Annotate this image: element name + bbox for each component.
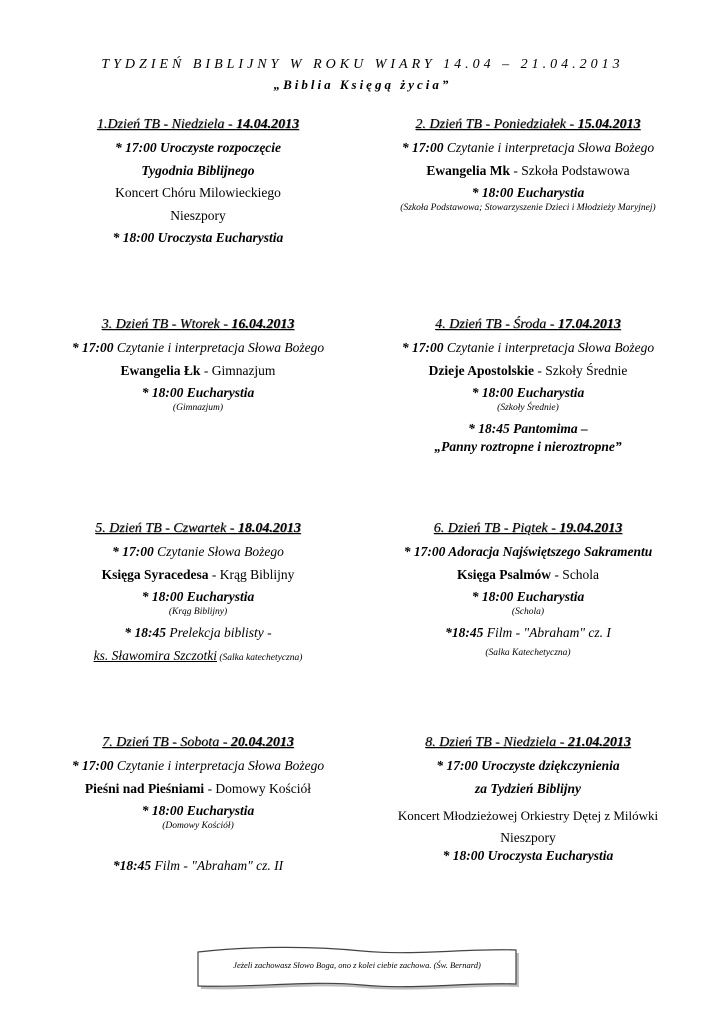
page-title: TYDZIEŃ BIBLIJNY W ROKU WIARY 14.04 – 21.04.2013 xyxy=(101,57,624,72)
day-4-heading: 4. Dzień TB - Środa - 17.04.2013 xyxy=(435,317,621,332)
day-1-section xyxy=(28,118,368,254)
day-6-item-2: Księga Psalmów - Schola xyxy=(456,566,600,582)
day-4-item-6: „Panny roztropne i nieroztropne” xyxy=(434,438,622,454)
day-6-item-5: *18:45 Film - "Abraham" cz. I xyxy=(445,625,611,640)
day-1-item-1: * 17:00 Uroczyste rozpoczęcie xyxy=(114,140,282,155)
day-7-item-1: * 17:00 Czytanie i interpretacja Słowa Bożego xyxy=(71,758,325,773)
footer-quote: Jeżeli zachowasz Słowo Boga, ono z kolei ciebie zachowa. (Św. Bernard) xyxy=(233,960,481,970)
day-8-section xyxy=(358,736,698,871)
day-5-item-1: * 17:00 Czytanie Słowa Bożego xyxy=(112,544,284,559)
day-1-item-4: Nieszpory xyxy=(170,207,226,223)
day-2-item-2: Ewangelia Mk - Szkoła Podstawowa xyxy=(426,162,630,178)
day-8-item-1: * 17:00 Uroczyste dziękczynienia xyxy=(436,758,620,773)
day-7-heading: 7. Dzień TB - Sobota - 20.04.2013 xyxy=(102,735,294,750)
day-6-item-1: * 17:00 Adoracja Najświętszego Sakramentu xyxy=(403,544,653,559)
page-subtitle: „Biblia Księgą życia” xyxy=(273,77,452,92)
day-1-item-5: * 18:00 Uroczysta Eucharystia xyxy=(112,230,284,245)
day-5-section xyxy=(28,522,368,672)
day-6-item-4: (Schola) xyxy=(511,606,545,617)
day-3-item-1: * 17:00 Czytanie i interpretacja Słowa Bożego xyxy=(71,340,325,355)
day-1-item-3: Koncert Chóru Milowieckiego xyxy=(115,185,281,200)
day-4-item-3: * 18:00 Eucharystia xyxy=(471,385,585,400)
day-8-item-5: * 18:00 Uroczysta Eucharystia xyxy=(442,847,614,863)
day-7-item-2: Pieśni nad Pieśniami - Domowy Kościół xyxy=(84,780,312,796)
day-6-heading: 6. Dzień TB - Piątek - 19.04.2013 xyxy=(433,521,623,536)
day-6-item-3: * 18:00 Eucharystia xyxy=(471,589,585,604)
day-2-heading: 2. Dzień TB - Poniedziałek - 15.04.2013 xyxy=(415,117,641,132)
day-2-item-3: * 18:00 Eucharystia xyxy=(471,185,585,200)
day-2-item-1: * 17:00 Czytanie i interpretacja Słowa Bożego xyxy=(401,140,655,155)
day-7-item-3: * 18:00 Eucharystia xyxy=(141,803,255,818)
day-4-item-2: Dzieje Apostolskie - Szkoły Średnie xyxy=(428,362,628,378)
day-3-item-2: Ewangelia Łk - Gimnazjum xyxy=(120,362,276,378)
day-7-section xyxy=(28,736,368,882)
day-4-item-1: * 17:00 Czytanie i interpretacja Słowa Bożego xyxy=(401,340,655,355)
day-2-section xyxy=(358,118,698,222)
day-5-item-6: ks. Sławomira Szczotki (Salka katechetyczna) xyxy=(93,647,303,663)
day-1-item-2: Tygodnia Biblijnego xyxy=(141,162,255,178)
day-6-section xyxy=(358,522,698,667)
day-8-item-2: za Tydzień Biblijny xyxy=(474,780,581,796)
day-7-item-4: (Domowy Kościół) xyxy=(162,820,234,831)
day-2-item-4: (Szkoła Podstawowa; Stowarzyszenie Dzieci i Młodzieży Maryjnej) xyxy=(400,202,656,213)
day-4-item-5: * 18:45 Pantomima – xyxy=(468,421,588,436)
day-3-item-4: (Gimnazjum) xyxy=(172,402,224,413)
day-5-item-3: * 18:00 Eucharystia xyxy=(141,589,255,604)
day-5-heading: 5. Dzień TB - Czwartek - 18.04.2013 xyxy=(95,521,301,536)
day-3-section xyxy=(28,318,368,422)
quote-banner xyxy=(192,944,522,992)
day-3-item-3: * 18:00 Eucharystia xyxy=(141,385,255,400)
day-8-heading: 8. Dzień TB - Niedziela - 21.04.2013 xyxy=(425,735,631,750)
day-3-heading: 3. Dzień TB - Wtorek - 16.04.2013 xyxy=(101,317,295,332)
day-8-item-4: Nieszpory xyxy=(500,830,556,845)
day-4-item-4: (Szkoły Średnie) xyxy=(497,402,559,413)
day-6-item-6: (Salka Katechetyczna) xyxy=(485,647,571,658)
day-5-item-5: * 18:45 Prelekcja biblisty - xyxy=(124,625,272,640)
day-5-item-4: (Krąg Biblijny) xyxy=(168,606,228,617)
day-8-item-3: Koncert Młodzieżowej Orkiestry Dętej z Milówki xyxy=(397,808,659,823)
day-1-heading: 1.Dzień TB - Niedziela - 14.04.2013 xyxy=(96,117,300,132)
day-4-section xyxy=(358,318,698,462)
day-5-item-2: Księga Syracedesa - Krąg Biblijny xyxy=(101,566,295,582)
day-7-item-5: *18:45 Film - "Abraham" cz. II xyxy=(112,858,284,873)
